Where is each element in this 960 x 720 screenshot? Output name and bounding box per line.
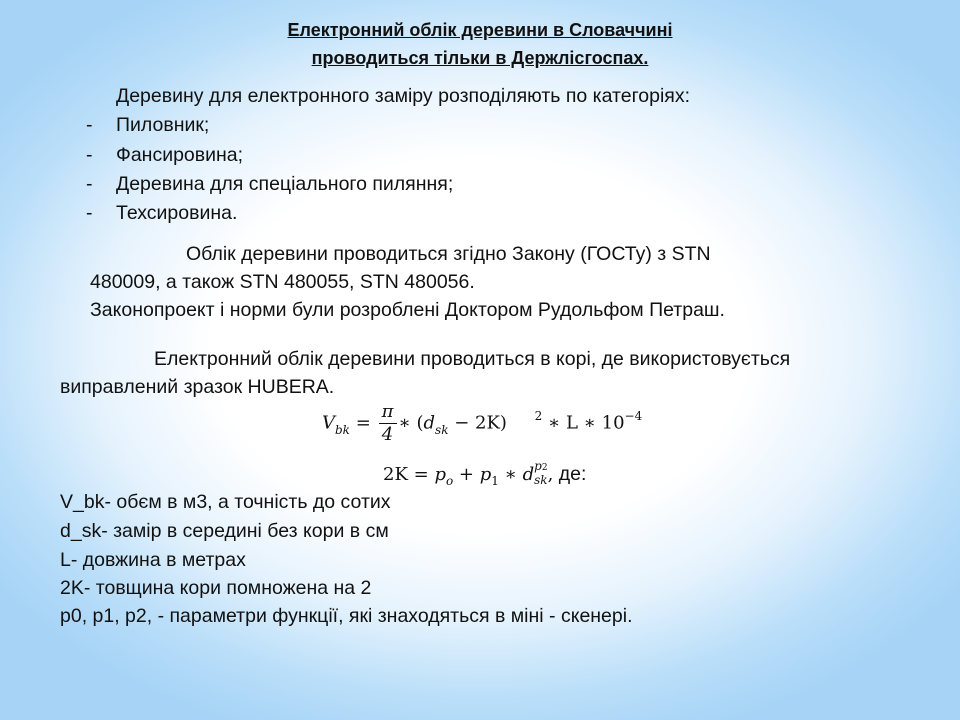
method-text-line-1: Електронний облік деревини проводиться в корі, де використовується — [154, 348, 791, 370]
intro-text: Деревину для електронного заміру розподіляють по категоріях: — [116, 85, 691, 107]
list-dash: - — [86, 202, 93, 224]
definition-diameter: d_sk- замір в середині без кори в см — [60, 520, 389, 542]
definition-bark: 2K- товщина кори помножена на 2 — [60, 577, 372, 599]
list-item: Техсировина. — [116, 202, 238, 224]
definition-length: L- довжина в метрах — [60, 549, 246, 571]
title-line-2: проводиться тільки в Держлісгоспах. — [311, 48, 649, 68]
list-item: Деревина для спеціального пиляння; — [116, 173, 454, 195]
definition-parameters: p0, p1, p2, - параметри функції, які знаходяться в міні - скенері. — [60, 605, 633, 627]
list-dash: - — [86, 114, 93, 136]
formula-volume: $V_{bk}$ = $\frac{\pi}{4}$ ∗ $(d_{sk} - 2K)$ $^2$ ∗ L ∗ $10^{-4}$ — [322, 401, 643, 445]
pi-symbol: π — [381, 401, 394, 422]
definition-volume: V_bk- обєм в м3, а точність до сотих — [60, 491, 391, 513]
list-dash: - — [86, 144, 93, 166]
method-text-line-2: виправлений зразок HUBERA. — [60, 376, 335, 398]
formula-bark: $2K = p_o + p_1$ ∗ d p2 sk , де: — [383, 459, 587, 488]
law-text-line-1: Облік деревини проводиться згідно Закону (ГОСТу) з STN — [186, 243, 711, 265]
law-text-line-3: Законопроект і норми були розроблені Доктором Рудольфом Петраш. — [90, 299, 725, 321]
title-line-1: Електронний облік деревини в Словаччині — [287, 20, 673, 40]
list-item: Пиловник; — [116, 114, 210, 136]
list-dash: - — [86, 173, 93, 195]
list-item: Фансировина; — [116, 144, 244, 166]
law-text-line-2: 480009, а також STN 480055, STN 480056. — [90, 271, 475, 293]
